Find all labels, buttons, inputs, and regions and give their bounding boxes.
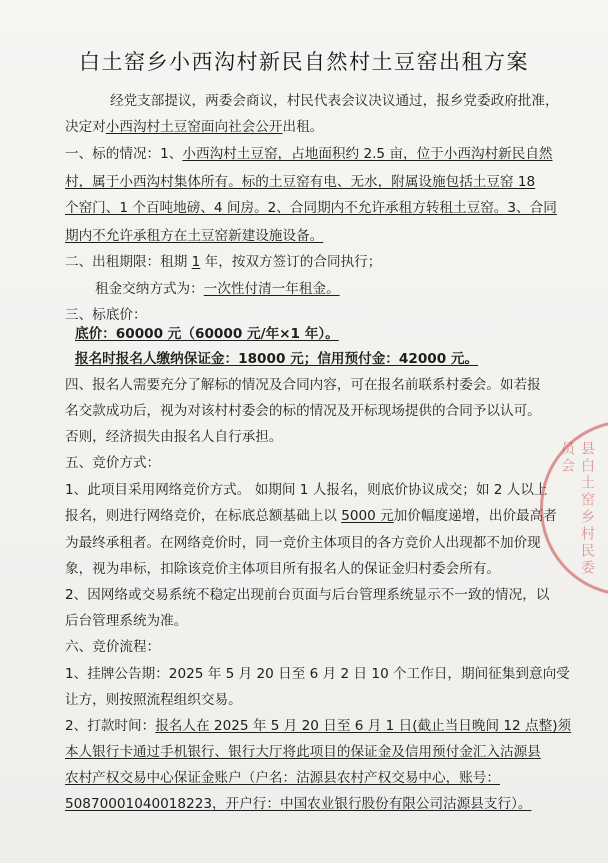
text-segment: 否则，经济损失由报名人自行承担。: [65, 429, 283, 445]
text-segment: 为最终承租者。在网络竞价时，同一竞价主体项目的各方竞价人出现都不加价现: [65, 535, 541, 551]
text-segment: 1、挂牌公告期：2025 年 5 月 20 日至 6 月 2 日 10 个工作日，期间征集到意向受: [65, 666, 570, 682]
text-line: [75, 350, 478, 368]
text-line: [65, 481, 548, 499]
text-segment: 租金交纳方式为：: [95, 281, 204, 297]
text-line: [65, 227, 323, 245]
text-line: [65, 145, 553, 163]
text-line: [65, 560, 500, 578]
text-line: [110, 92, 559, 110]
text-segment: 个窑门、1 个百吨地磅、4 间房。2、合同期内不允许承租方转租土豆窑。3、合同: [65, 200, 557, 216]
text-segment: 象，视为串标，扣除该竞价主体项目所有报名人的保证金归村委会所有。: [65, 561, 500, 577]
text-segment: 五、竞价方式：: [65, 455, 161, 471]
text-line: [65, 638, 160, 656]
text-segment: 四、报名人需要充分了解标的情况及合同内容，可在报名前联系村委会。如若报: [65, 377, 541, 393]
text-line: [65, 665, 570, 683]
text-line: [65, 534, 541, 552]
text-line: [65, 507, 557, 525]
page-title: 白土窑乡小西沟村新民自然村土豆窑出租方案: [79, 50, 529, 74]
text-segment: 小西沟村土豆窑面向社会公开: [105, 119, 283, 135]
text-segment: 六、竞价流程：: [65, 639, 161, 655]
text-line: [65, 402, 541, 420]
text-segment: 底价：60000 元（60000 元/年×1 年）。: [75, 326, 339, 342]
text-segment: 让方，则按照流程组织交易。: [65, 692, 242, 708]
text-line: [65, 428, 283, 446]
text-segment: 出租。: [282, 119, 324, 135]
text-line: [65, 173, 535, 191]
text-line: [65, 376, 541, 394]
text-segment: 报名时报名人缴纳保证金：18000 元；信用预付金：42000 元。: [75, 351, 479, 367]
text-line: [65, 118, 323, 136]
official-seal-stamp: 县白土窑乡村民委员会: [540, 420, 608, 596]
text-segment: 期内不允许承租方在土豆窑新建设施设备。: [65, 228, 324, 244]
text-line: [65, 306, 147, 324]
text-segment: 加价幅度递增，出价最高者: [393, 508, 557, 524]
text-line: [65, 586, 549, 604]
text-segment: 后台管理系统为准。: [65, 613, 188, 629]
text-segment: 经党支部提议，两委会商议，村民代表会议决议通过，报乡党委政府批准，: [110, 93, 559, 109]
text-segment: 一、标的情况：1、: [65, 146, 183, 162]
text-line: [75, 325, 339, 343]
text-segment: 决定对: [65, 119, 106, 135]
text-line: [65, 253, 381, 271]
text-segment: 名交款成功后，视为对该村村委会的标的情况及开标现场提供的合同予以认可。: [65, 403, 541, 419]
text-segment: 三、标底价：: [65, 307, 147, 323]
text-line: [65, 612, 187, 630]
text-segment: 报名，则进行网络竞价，在标底总额基础上以: [65, 508, 342, 524]
text-segment: 一次性付清一年租金。: [203, 281, 340, 297]
text-segment: 村，属于小西沟村集体所有。标的土豆窑有电、无水，附属设施包括土豆窑 18: [65, 174, 536, 190]
text-segment: 本人银行卡通过手机银行、银行大厅将此项目的保证金及信用预付金汇入沽源县: [65, 744, 541, 760]
text-segment: 农村产权交易中心保证金账户（户名：沽源县农村产权交易中心，账号：: [65, 770, 500, 786]
text-segment: 报名人在 2025 年 5 月 20 日至 6 月 1 日(截止当日晚间 12 点整)须: [155, 718, 572, 734]
text-line: [65, 743, 541, 761]
text-line: [65, 795, 531, 813]
text-segment: 小西沟村土豆窑，占地面积约 2.5 亩，位于小西沟村新民自然: [182, 146, 553, 162]
text-segment: 二、出租期限：租期: [65, 254, 192, 270]
text-segment: 1: [191, 254, 201, 270]
text-line: [65, 454, 160, 472]
text-segment: 1、此项目采用网络竞价方式。 如期间 1 人报名，则底价协议成交；如 2 人以上: [65, 482, 548, 498]
text-line: [65, 691, 242, 709]
text-line: [95, 280, 340, 298]
text-line: [65, 199, 557, 217]
text-segment: 2、打款时间：: [65, 718, 156, 734]
text-line: [65, 769, 500, 787]
text-segment: 50870001040018223，开户行：中国农业银行股份有限公司沽源县支行）。: [65, 796, 532, 812]
text-segment: 5000 元: [341, 508, 394, 524]
text-line: [65, 717, 571, 735]
text-segment: 2、因网络或交易系统不稳定出现前台页面与后台管理系统显示不一致的情况，以: [65, 587, 550, 603]
text-segment: 年，按双方签订的合同执行；: [200, 254, 382, 270]
